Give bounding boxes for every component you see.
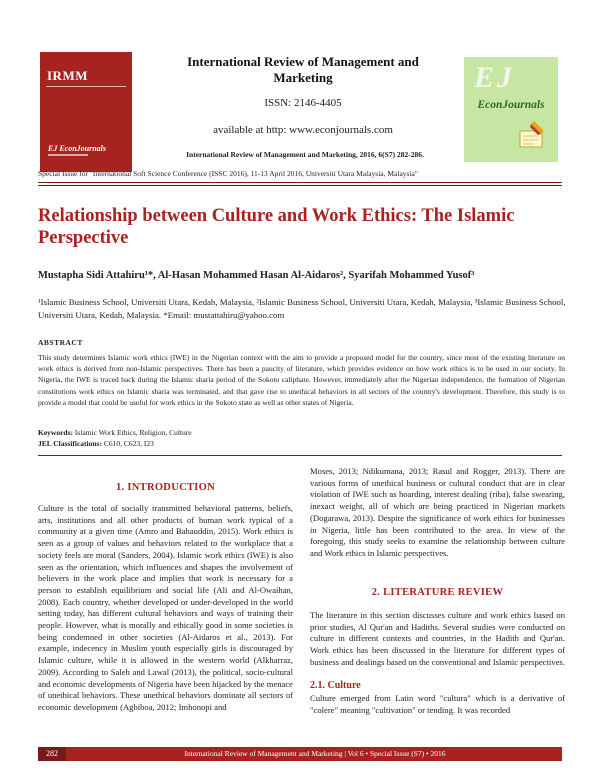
cover-sublabel: EJ EconJournals (48, 144, 107, 153)
page-number: 282 (38, 747, 66, 761)
cover-logo-text: IRMM (47, 68, 88, 83)
literature-review-paragraph: The literature in this section discusses culture and work ethics based on prior studies, Al Qur'an and Hadiths. Several studies were conducted on culture in different contexts and countries, in the Hadith and Qur'an. Work ethics has been discussed in the literature for different types of business and dealings based on the conventional and Islamic perspectives. (310, 610, 565, 667)
subsection-heading-culture: 2.1. Culture (310, 680, 361, 691)
authors: Mustapha Sidi Attahiru¹*, Al-Hasan Mohammed Hasan Al-Aidaros², Syarifah Mohammed Yusof³ (38, 270, 475, 281)
keywords: Islamic Work Ethics, Religion, Culture (74, 428, 192, 437)
section-heading-literature-review: 2. LITERATURE REVIEW (371, 587, 504, 598)
keywords-block (38, 428, 568, 449)
section-heading-introduction: 1. INTRODUCTION (115, 482, 215, 493)
journal-url[interactable]: available at http: www.econjournals.com (213, 124, 393, 136)
introduction-paragraph: Culture is the total of socially transmitted behavioral patterns, beliefs, arts, institutions and all other products of human work typical of a community at a given time (Amro and Bahauddin, 2015). Work ethics is seen as a group of values and behaviors related to the workplace that a society feels are moral (Sanders, 2004). Islamic work ethics (IWE) is also seen as the orientation, which influences and shapes the involvement of believers in the work place and implies that work is necessary for a person to establish equilibrium and social life (Ali and Al-Owaihan, 2008). Each country, whether developed or under-developed in the world setting today, has different cultural behaviors and ways of training their people. However, what is morally and ethically good in some societies is being condemned in other societies (Al-Aidaros et al., 2013). For example, indecency in Muslim youth especially girls is discouraged by Islamic culture, while it is allowed in the western world (Alkharraz, 2009). According to Saleh and Lawal (2013), the political, socio-cultural and economic developments of Nigeria have been hijacked by the menace of unethical behaviors. These unethical behaviors dominate all sectors of economic development (Agbiboa, 2012; Imhonopi and (38, 503, 293, 712)
econjournals-brand: EconJournals (477, 99, 545, 111)
abstract-rule (38, 455, 562, 456)
keywords-label: Keywords: (38, 428, 73, 437)
footer-journal-info: International Review of Management and Marketing | Vol 6 • Special Issue (S7) • 2016 (184, 749, 446, 758)
header-rule (38, 185, 562, 186)
issn: ISSN: 2146-4405 (264, 97, 342, 109)
citation-line: International Review of Management and Marketing, 2016, 6(S7) 282-286. (186, 150, 424, 159)
journal-cover-thumbnail-left (40, 52, 132, 172)
paper-title: Relationship between Culture and Work Ethics: The Islamic Perspective (38, 206, 515, 248)
journal-title: International Review of Management and Marketing (187, 54, 419, 85)
econjournals-logo (464, 57, 558, 162)
jel-codes: C610, C623, I23 (103, 438, 154, 448)
special-issue-note: Special Issue for "International Soft Science Conference (ISSC 2016), 11-13 April 2016, Universiti Utara Malaysia, Malaysia" (38, 169, 418, 178)
abstract-heading: ABSTRACT (38, 338, 83, 347)
introduction-continuation: Moses, 2013; Ndikumana, 2013; Rasul and Rogger, 2013). There are various forms of unethical business or cultural conduct that are in clear violation of IWE such as hoarding, interest dealing (riba), false swearing, inexact weight, all of which are being practiced in Nigerian markets (Dogarawa, 2013). Despite the significance of work ethics for businesses in Nigeria, little has been contributed to the area. In view of the foregoing, this study seeks to examine the relationship between culture and Work ethics in Islamic perspectives. (310, 466, 565, 558)
culture-paragraph: Culture emerged from Latin word "cultura" which is a derivative of "colere" meaning "cultivation" or tending. It was recorded (310, 693, 565, 715)
affiliations: ¹Islamic Business School, Universiti Utara, Kedah, Malaysia, ²Islamic Business School, Universiti Utara, Kedah, Malaysia, ³Islamic Business School, Universiti Utara, Kedah, Malaysia. *Email: mustattahiru@yahoo.com (38, 297, 566, 320)
ej-logo-letters: EJ (474, 61, 516, 94)
pencil-paper-icon (514, 117, 550, 153)
header-rule (38, 182, 562, 183)
jel-label: JEL Classifications: (38, 438, 102, 448)
abstract-text: This study determines Islamic work ethics (IWE) in the Nigerian context with the aim to provide a proposed model for the country, since most of the existing literature on work ethics is derived from non-Islamic perspectives. There has been a paucity of literature, which provides evidence on how work ethics is to be used in our society. In Nigeria, the IWE is traced back during the Islamic sharia period of the Sokoto caliphate. However, immediately after the Nigerian independence, the formation of Nigerian constitutions work ethics on Islamic sharia was terminated, and that gave rise to unethical behaviors in all sectors of the country's development. Therefore, this study is to provide a model that could be useful for work ethics in the Sokoto state as well as other states of Nigeria. (38, 353, 565, 407)
